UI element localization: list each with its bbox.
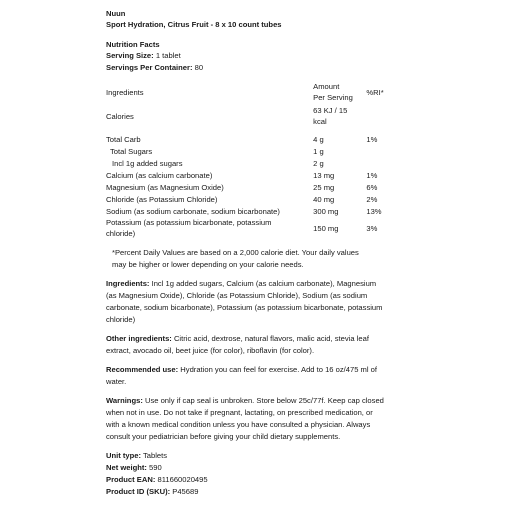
nutrient-name: Sodium (as sodium carbonate, sodium bicarbonate) bbox=[106, 206, 280, 216]
brand-name: Nuun bbox=[106, 9, 126, 18]
nutrient-amount: 300 mg bbox=[313, 206, 339, 216]
calories-amount-line2: kcal bbox=[313, 117, 327, 126]
col-ri: %RI* bbox=[366, 87, 384, 97]
ean-row bbox=[106, 474, 510, 486]
other-ingredients-section bbox=[106, 333, 386, 357]
net-weight-label: Net weight: bbox=[106, 463, 147, 472]
sku-label: Product ID (SKU): bbox=[106, 487, 171, 496]
nutrient-ri: 13% bbox=[366, 206, 382, 216]
nutrient-ri: 1% bbox=[366, 170, 378, 180]
nutrient-name: Calcium (as calcium carbonate) bbox=[106, 170, 213, 180]
nutrition-table bbox=[106, 80, 396, 239]
table-header-row bbox=[106, 80, 396, 104]
nutrition-facts-title: Nutrition Facts bbox=[106, 40, 160, 49]
product-title: Sport Hydration, Citrus Fruit - 8 x 10 count tubes bbox=[106, 20, 282, 29]
ingredients-label: Ingredients: bbox=[106, 279, 150, 288]
table-row-calories bbox=[106, 104, 396, 128]
nutrient-name-line1: Potassium (as potassium bicarbonate, potassium bbox=[106, 218, 272, 227]
nutrient-name bbox=[106, 217, 313, 239]
serving-size-label: Serving Size: bbox=[106, 51, 154, 60]
sku-row bbox=[106, 486, 510, 498]
nutrient-amount: 40 mg bbox=[313, 194, 335, 204]
nutrient-amount: 25 mg bbox=[313, 182, 335, 192]
col-amount-line2: Per Serving bbox=[313, 93, 353, 102]
ingredients-section bbox=[106, 278, 386, 326]
recommended-use-text: Hydration you can feel for exercise. Add to 16 oz/475 ml of water. bbox=[106, 365, 377, 386]
table-row bbox=[106, 193, 396, 205]
nutrient-amount: 150 mg bbox=[313, 223, 339, 233]
table-row bbox=[106, 205, 396, 217]
nutrient-ri: 2% bbox=[366, 194, 378, 204]
servings-label: Servings Per Container: bbox=[106, 63, 193, 72]
serving-size-value: 1 tablet bbox=[155, 51, 181, 60]
nutrient-amount: 1 g bbox=[313, 146, 324, 156]
serving-size bbox=[106, 50, 510, 62]
calories-name: Calories bbox=[106, 111, 134, 121]
other-ingredients-text: Citric acid, dextrose, natural flavors, malic acid, stevia leaf extract, avocado oil, beet juice (for color), riboflavin (for color). bbox=[106, 334, 369, 355]
warnings-label: Warnings: bbox=[106, 396, 143, 405]
ingredients-text: Incl 1g added sugars, Calcium (as calcium carbonate), Magnesium (as Magnesium Oxide), Chloride (as Potassium Chloride), Sodium (as sodium carbonate, sodium bicarbonate), Potassium (as potassium bicarbonate, potassium chloride) bbox=[106, 279, 383, 324]
table-row bbox=[106, 145, 396, 157]
warnings-text: Use only if cap seal is unbroken. Store below 25c/77f. Keep cap closed when not in use. Do not take if pregnant, lactating, on prescribed medication, or with a known medical condition unless you have consulted a physician. Always consult your pediatrician before giving your child dietary supplements. bbox=[106, 396, 384, 441]
unit-type-row bbox=[106, 450, 510, 462]
servings-value: 80 bbox=[194, 63, 204, 72]
nutrient-name: Total Carb bbox=[106, 134, 141, 144]
ean-label: Product EAN: bbox=[106, 475, 156, 484]
nutrient-ri: 3% bbox=[366, 223, 378, 233]
recommended-use-label: Recommended use: bbox=[106, 365, 179, 374]
nutrient-ri bbox=[366, 157, 396, 169]
nutrient-amount: 13 mg bbox=[313, 170, 335, 180]
table-row bbox=[106, 169, 396, 181]
nutrient-ri: 1% bbox=[366, 134, 378, 144]
sku-value: P45689 bbox=[172, 487, 199, 496]
servings-per-container bbox=[106, 62, 510, 74]
product-details bbox=[106, 450, 510, 498]
nutrient-amount: 4 g bbox=[313, 134, 324, 144]
col-ingredients: Ingredients bbox=[106, 87, 144, 97]
other-ingredients-label: Other ingredients: bbox=[106, 334, 172, 343]
table-row bbox=[106, 217, 396, 239]
calories-amount-line1: 63 KJ / 15 bbox=[313, 106, 348, 115]
unit-type-value: Tablets bbox=[143, 451, 168, 460]
unit-type-label: Unit type: bbox=[106, 451, 142, 460]
net-weight-value: 590 bbox=[149, 463, 162, 472]
net-weight-row bbox=[106, 462, 510, 474]
nutrient-name: Total Sugars bbox=[110, 146, 153, 156]
nutrient-name: Magnesium (as Magnesium Oxide) bbox=[106, 182, 224, 192]
ean-value: 811660020495 bbox=[157, 475, 208, 484]
nutrient-name-line2: chloride) bbox=[106, 229, 136, 238]
nutrient-amount: 2 g bbox=[313, 158, 324, 168]
nutrient-ri bbox=[366, 145, 396, 157]
recommended-use-section bbox=[106, 364, 386, 388]
table-row bbox=[106, 133, 396, 145]
nutrient-name: Chloride (as Potassium Chloride) bbox=[106, 194, 218, 204]
col-amount-line1: Amount bbox=[313, 82, 340, 91]
warnings-section bbox=[106, 395, 386, 443]
calories-amount bbox=[313, 104, 366, 128]
table-row bbox=[106, 157, 396, 169]
table-row bbox=[106, 181, 396, 193]
col-amount bbox=[313, 80, 366, 104]
nutrient-name: Incl 1g added sugars bbox=[112, 158, 183, 168]
nutrient-ri: 6% bbox=[366, 182, 378, 192]
daily-value-footnote: *Percent Daily Values are based on a 2,000 calorie diet. Your daily values may be higher or lower depending on your calorie needs. bbox=[112, 248, 359, 269]
